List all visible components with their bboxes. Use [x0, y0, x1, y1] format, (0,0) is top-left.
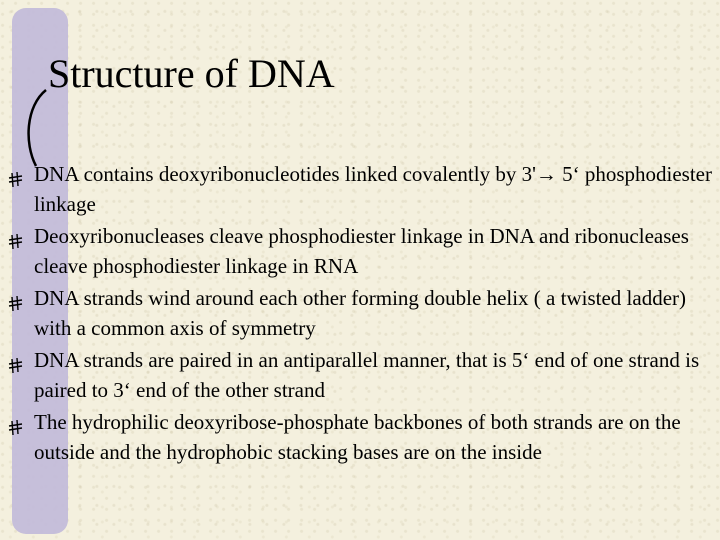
bullet-item	[0, 222, 720, 281]
bullet-text: Deoxyribonucleases cleave phosphodiester linkage in DNA and ribonucleases cleave phosphodiester linkage in RNA	[34, 224, 689, 278]
feather-bullet-icon	[8, 171, 24, 189]
bullet-item	[0, 160, 720, 219]
feather-bullet-icon	[8, 295, 24, 313]
bullet-text: DNA strands are paired in an antiparallel manner, that is 5‘ end of one strand is paired to 3‘ end of the other strand	[34, 348, 700, 402]
bullet-item	[0, 284, 720, 343]
slide-title: Structure of DNA	[48, 51, 335, 96]
bullet-text: DNA strands wind around each other forming double helix ( a twisted ladder) with a common axis of symmetry	[34, 286, 686, 340]
feather-bullet-icon	[8, 419, 24, 437]
feather-bullet-icon	[8, 233, 24, 251]
bullet-item	[0, 408, 720, 467]
bullet-item	[0, 346, 720, 405]
bullet-list	[0, 160, 720, 470]
decorative-bracket-stroke	[18, 88, 52, 168]
feather-bullet-icon	[8, 357, 24, 375]
bullet-text: DNA contains deoxyribonucleotides linked covalently by 3'→ 5‘ phosphodiester linkage	[34, 162, 712, 216]
bullet-text: The hydrophilic deoxyribose-phosphate backbones of both strands are on the outside and the hydrophobic stacking bases are on the inside	[34, 410, 681, 464]
